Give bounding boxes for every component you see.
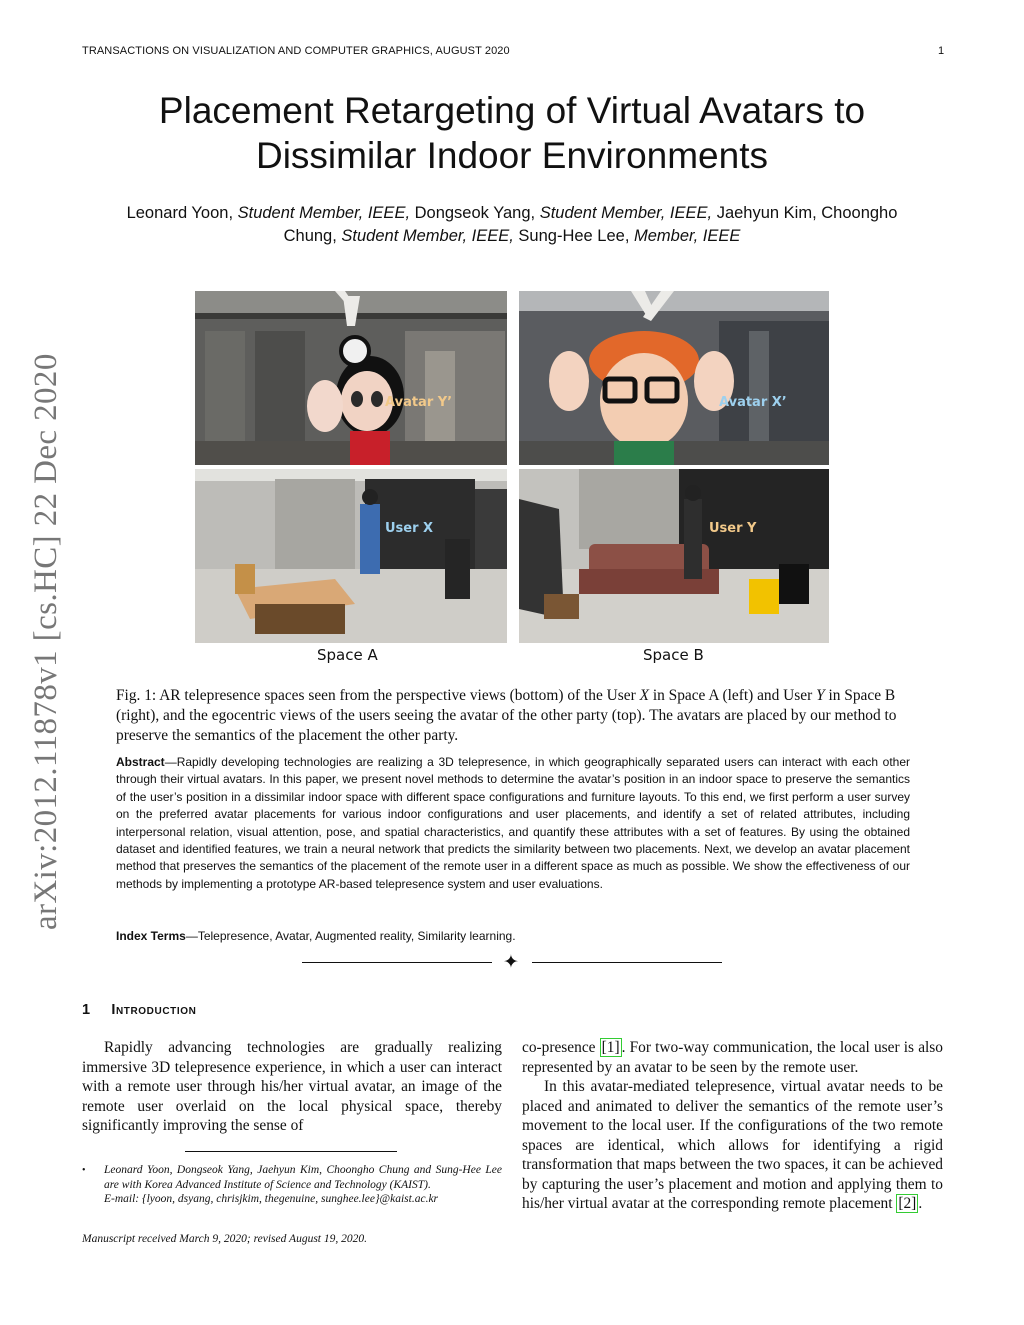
section-title: Introduction bbox=[111, 1002, 197, 1018]
body-right-column bbox=[522, 1038, 943, 1214]
abstract-label: Abstract bbox=[116, 755, 165, 769]
footnote-bullet: • bbox=[82, 1165, 86, 1176]
caption-var-y: Y bbox=[816, 687, 825, 704]
author-role: Student Member, IEEE, bbox=[237, 204, 411, 222]
body-right-paragraph-2 bbox=[522, 1077, 943, 1214]
body-text: In this avatar-mediated telepresence, virtual avatar needs to be placed and animated to deliver the semantics of the remote user’s movement to the local user. If the configurations of the two remote spaces are identical, which allows for identifying a rigid transformation that maps between the two spaces, it can be achieved by capturing the user’s placement and motion and applying them to his/her virtual avatar at the corresponding remote placement bbox=[522, 1078, 943, 1212]
citation-link[interactable]: [1] bbox=[601, 1039, 620, 1056]
index-terms bbox=[116, 929, 516, 943]
photo-space-a bbox=[195, 469, 507, 643]
figure-panel-space-b bbox=[519, 469, 829, 643]
section-heading bbox=[82, 1002, 196, 1018]
manuscript-note: Manuscript received March 9, 2020; revised August 19, 2020. bbox=[82, 1233, 367, 1245]
photo-avatar-x bbox=[519, 291, 829, 465]
caption-text: in Space B (right), and the egocentric views of the users seeing the avatar of the other party (top). The avatars are placed by our method to preserve the semantics of the placement the other party. bbox=[116, 687, 897, 744]
caption-text: in Space A (left) and User bbox=[648, 687, 817, 704]
footnote-email: E-mail: {lyoon, dsyang, chrisjkim, thegenuine, sunghee.lee}@kaist.ac.kr bbox=[104, 1193, 439, 1205]
space-a-label: Space A bbox=[317, 646, 378, 664]
author-name: Dongseok Yang, bbox=[410, 204, 540, 222]
page-number: 1 bbox=[938, 45, 945, 57]
figure-panel-avatar-x bbox=[519, 291, 829, 465]
body-right-paragraph-1 bbox=[522, 1038, 943, 1077]
title-line-2: Dissimilar Indoor Environments bbox=[255, 135, 768, 176]
avatar-y-label: Avatar Y’ bbox=[385, 395, 453, 410]
body-left-paragraph: Rapidly advancing technologies are gradually realizing immersive 3D telepresence experience, in which a user can interact with a remote user through his/her virtual avatar, an image of the remote user overlaid on the local physical space, thereby significantly improving the sense of bbox=[82, 1039, 502, 1134]
space-b-label: Space B bbox=[643, 646, 704, 664]
abstract bbox=[116, 754, 910, 893]
author-name: Jaehyun Kim, Choongho bbox=[712, 204, 898, 222]
index-terms-label: Index Terms bbox=[116, 929, 186, 943]
figure-caption bbox=[116, 686, 910, 746]
caption-var-x: X bbox=[639, 687, 649, 704]
paper-title bbox=[60, 88, 964, 178]
photo-avatar-y bbox=[195, 291, 507, 465]
author-name: Chung, bbox=[283, 227, 342, 245]
divider-right bbox=[532, 962, 722, 963]
user-x-label: User X bbox=[385, 521, 434, 536]
footnote bbox=[82, 1163, 502, 1207]
author-role: Student Member, IEEE, bbox=[539, 204, 713, 222]
photo-space-b bbox=[519, 469, 829, 643]
author-list bbox=[70, 202, 954, 248]
footnote-affiliation: Leonard Yoon, Dongseok Yang, Jaehyun Kim, Choongho Chung and Sung-Hee Lee are with Korea Advanced Institute of Science and Technology (KAIST). bbox=[104, 1164, 502, 1191]
body-text: . For two-way communication, the local user is also represented by an avatar to be seen by the remote user. bbox=[522, 1039, 943, 1076]
citation-link[interactable]: [2] bbox=[898, 1195, 917, 1212]
figure-panel-avatar-y bbox=[195, 291, 507, 465]
title-line-1: Placement Retargeting of Virtual Avatars to bbox=[158, 90, 866, 131]
figure-panel-space-a bbox=[195, 469, 507, 643]
divider-diamond-icon: ✦ bbox=[503, 952, 519, 973]
author-role: Member, IEEE bbox=[634, 227, 741, 245]
author-name: Leonard Yoon, bbox=[126, 204, 238, 222]
body-text: . bbox=[918, 1195, 923, 1212]
running-head: TRANSACTIONS ON VISUALIZATION AND COMPUTER GRAPHICS, AUGUST 2020 bbox=[82, 45, 510, 57]
footnote-rule bbox=[185, 1151, 397, 1152]
avatar-x-label: Avatar X’ bbox=[719, 395, 787, 410]
author-role: Student Member, IEEE, bbox=[341, 227, 514, 245]
divider-left bbox=[302, 962, 492, 963]
abstract-text: —Rapidly developing technologies are realizing a 3D telepresence, in which geographically separated users can interact with each other through their virtual avatars. In this paper, we present novel methods to determine the avatar’s position in an indoor space to preserve the semantics of the user’s position in a dissimilar indoor space with different space configurations and furniture layouts. To this end, we first perform a user survey on the preferred avatar placements for various indoor configurations and user placements, and identify a set of related attributes, including interpersonal relation, visual attention, pose, and spatial characteristics, and quantify these attributes with a set of features. By using the obtained dataset and identified features, we train a neural network that predicts the similarity between two placements. Next, we develop an avatar placement method that preserves the semantics of the placement of the remote user in a different space as much as possible. We show the effectiveness of our methods by implementing a prototype AR-based telepresence system and user evaluations. bbox=[116, 755, 910, 891]
author-name: Sung-Hee Lee, bbox=[513, 227, 634, 245]
user-y-label: User Y bbox=[709, 521, 757, 536]
arxiv-stamp: arXiv:2012.11878v1 [cs.HC] 22 Dec 2020 bbox=[28, 353, 64, 930]
index-terms-text: —Telepresence, Avatar, Augmented reality, Similarity learning. bbox=[185, 929, 516, 943]
body-text: co-presence bbox=[522, 1039, 600, 1056]
caption-text: Fig. 1: AR telepresence spaces seen from the perspective views (bottom) of the User bbox=[116, 687, 640, 704]
section-number: 1 bbox=[82, 1002, 91, 1018]
